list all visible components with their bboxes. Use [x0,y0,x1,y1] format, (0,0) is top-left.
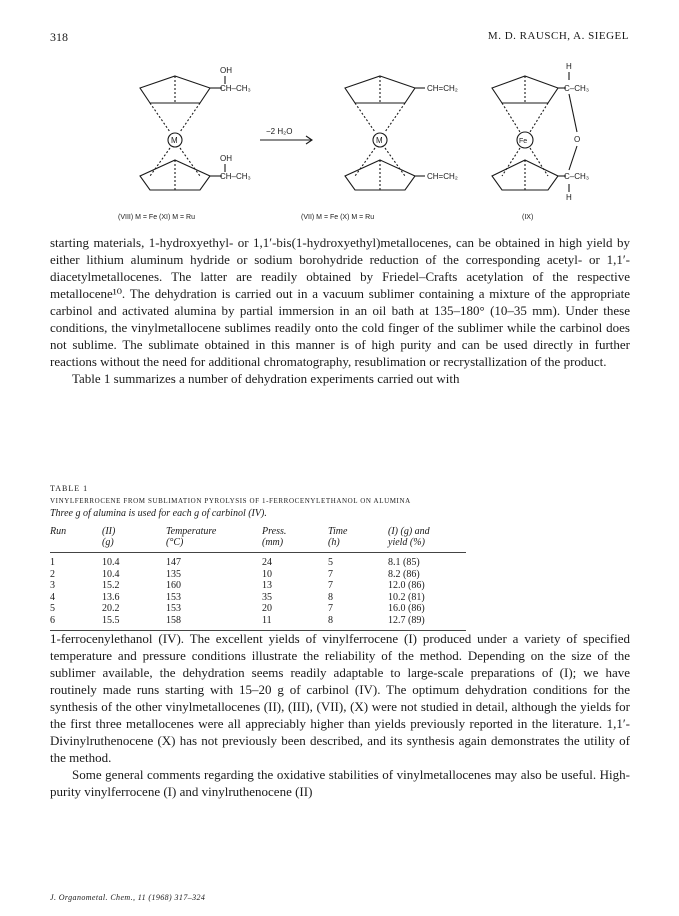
right-bottom-h: H [566,193,572,202]
header-carbinol: (II) (g) [102,526,166,553]
scheme-captions [118,214,558,226]
paragraph-1b: Table 1 summarizes a number of dehydration experiments carried out with [72,371,460,386]
journal-footer: J. Organometal. Chem., 11 (1968) 317–324 [50,893,206,902]
paragraph-1: starting materials, 1-hydroxyethyl- or 1,1′-bis(1-hydroxyethyl)metallocenes, can be obtained in high yield by either lithium aluminum hydride or sodium borohydride reduction of the corresponding acetyl- or 1,1′-diacetylmetallocenes. The latter are readily obtained by Friedel–Crafts acetylation of the respective metallocene¹⁰. The dehydration is carried out in a vacuum sublimer containing a mixture of the appropriate carbinol and activated alumina by partial immersion in an oil bath at 135–180° (10–35 mm). Under these conditions, the vinylmetallocene sublimes readily onto the cold finger of the sublimer while the carbinol does not sublime. The sublimate obtained in this manner is of high purity and can be used directly in further reactions without the need for additional chromatography, resublimation or recrystallization of the product. [50,235,630,369]
paragraph-2: 1-ferrocenylethanol (IV). The excellent yields of vinylferrocene (I) produced under a variety of specified temperature and pressure conditions illustrate the reliability of the method. Depending on the size of the sublimer available, the dehydration seems readily adaptable to large-scale preparations of (I); we have routinely made runs starting with 15–20 g of carbinol (IV). The optimum dehydration conditions for the synthesis of the other vinylmetallocenes (II), (III), (VII), (X) were not studied in detail, although the yields for the first three metallocenes were all appreciably higher than yields previously reported in the literature. 1,1′-Divinylruthenocene (X) has not previously been described, and its synthesis again demonstrates the utility of the method. [50,631,630,765]
header-pressure: Press. (mm) [262,526,328,553]
table-1 [50,484,630,631]
paragraph-3: Some general comments regarding the oxidative stabilities of vinylmetallocenes may also be useful. High-purity vinylferrocene (I) and vinylruthenocene (II) [50,767,630,799]
header-temperature: Temperature (°C) [166,526,262,553]
middle-bottom-group: CH=CH₂ [427,172,458,181]
header-run: Run [50,526,102,553]
middle-top-group: CH=CH₂ [427,84,458,93]
table-caption: VINYLFERROCENE FROM SUBLIMATION PYROLYSIS OF 1-FERROCENYLETHANOL ON ALUMINA [50,497,411,505]
reaction-scheme [80,58,600,228]
left-metal-label: M [171,136,178,145]
left-top-group: CH–CH₃ [220,84,251,93]
text-block-2 [50,630,630,800]
right-metal-label: Fe [519,138,528,145]
right-bottom-group: C–CH₃ [564,172,590,181]
table-row: 5 20.2 153 20 7 16.0 (86) [50,603,425,615]
reaction-scheme-drawing [80,58,600,228]
table-row: 4 13.6 153 35 8 10.2 (81) [50,591,425,603]
right-top-h: H [566,62,572,71]
left-top-oh: OH [220,66,232,75]
header-time: Time (h) [328,526,388,553]
text-block-1 [50,234,630,387]
arrow-label: −2 H₂O [266,127,293,136]
table-row: 3 15.2 160 13 7 12.0 (86) [50,580,425,592]
caption-middle: (VII) M = Fe (X) M = Ru [301,214,375,221]
caption-left: (VIII) M = Fe (XI) M = Ru [118,214,196,221]
table-row: 1 10.4 147 24 5 8.1 (85) [50,557,420,568]
running-authors: M. D. RAUSCH, A. SIEGEL [487,30,629,42]
table-row: 6 15.5 158 11 8 12.7 (89) [50,615,466,630]
header-yield: (I) (g) and yield (%) [388,526,466,553]
table-note: Three g of alumina is used for each g of carbinol (IV). [50,508,267,519]
right-top-group: C–CH₃ [564,84,590,93]
left-bottom-group: CH–CH₃ [220,172,251,181]
table-row: 2 10.4 135 10 7 8.2 (86) [50,568,420,580]
right-oxygen: O [574,135,581,144]
middle-metal-label: M [376,136,383,145]
data-table [50,526,466,631]
page-number: 318 [50,30,68,44]
table-title: TABLE 1 [50,484,89,493]
caption-right: (IX) [522,214,534,221]
left-bottom-oh: OH [220,154,232,163]
page-header [50,30,629,46]
